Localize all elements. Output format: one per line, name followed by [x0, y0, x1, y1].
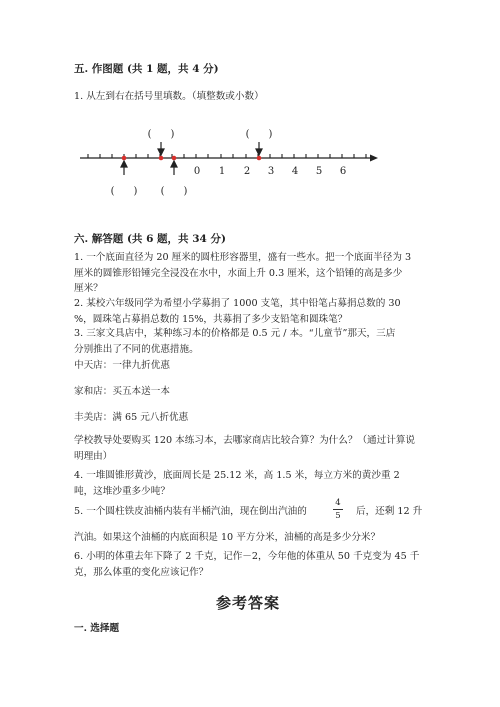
- question-2: [74, 296, 434, 327]
- question-1-line: 厘米的圆锥形铅锤完全浸没在水中，水面上升 0.3 厘米，这个铅锤的高是多少: [74, 267, 403, 279]
- question-3-line: 3. 三家文具店中，某种练习本的价格都是 0.5 元 / 本。“儿童节”那天，三店: [74, 328, 396, 339]
- fraction-four-fifths: [333, 498, 343, 521]
- question-6-line: 克，那么体重的变化应该记作？: [74, 566, 209, 578]
- store-zhongtian: 中天店：一律九折优惠: [74, 360, 170, 371]
- fraction-numerator: 4: [335, 498, 341, 508]
- point-marker-2: [159, 156, 164, 161]
- answer-bracket-top-1: ( ): [147, 129, 175, 140]
- answer-bracket-bottom-1: ( ): [110, 186, 138, 197]
- question-3-prompt: [74, 433, 444, 464]
- store-fengmei: 丰美店：满 65 元八折优惠: [74, 412, 189, 423]
- question-3-prompt-line: 明理由）: [74, 450, 113, 462]
- question-5-line2: 汽油。如果这个油桶的内底面积是 10 平方分米，油桶的高是多少分米？: [74, 532, 381, 543]
- question-2-line: 2. 某校六年级同学为希望小学募捐了 1000 支笔，其中铅笔占募捐总数的 30: [74, 298, 401, 309]
- up-arrowhead-icon: [121, 161, 127, 167]
- tick-label-4: 4: [291, 166, 299, 177]
- fraction-denominator: 5: [335, 511, 341, 521]
- point-marker-3: [172, 156, 177, 161]
- section5-heading: 五. 作图题 (共 1 题，共 4 分): [74, 63, 219, 75]
- answer-bracket-bottom-2: ( ): [160, 186, 188, 197]
- up-arrowhead-icon: [171, 161, 177, 167]
- down-arrowhead-icon: [256, 149, 262, 155]
- question-6: [74, 549, 444, 580]
- question-1-line: 1. 一个底面直径为 20 厘米的圆柱形容器里，盛有一些水。把一个底面半径为 3: [74, 252, 412, 263]
- question-4-line: 4. 一堆圆锥形黄沙，底面周长是 25.12 米，高 1.5 米，每立方米的黄沙重 2: [74, 470, 400, 481]
- tick-label-1: 1: [218, 166, 226, 177]
- point-marker-1: [122, 156, 127, 161]
- tick-label-5: 5: [315, 166, 323, 177]
- tick-label-0: 0: [193, 166, 201, 177]
- answer-bracket-top-2: ( ): [245, 129, 273, 140]
- point-marker-4: [257, 156, 262, 161]
- number-line-figure: [0, 122, 500, 212]
- down-arrowhead-icon: [158, 149, 164, 155]
- question-5-part2: 后，还剩 12 升: [356, 506, 423, 517]
- tick-label-2: 2: [243, 166, 251, 177]
- answers-title: 参考答案: [216, 594, 281, 612]
- question-3-line: 分别推出了不同的优惠措施。: [74, 343, 199, 355]
- number-line-ticks: [88, 154, 366, 158]
- question-4-line: 吨，这堆沙重多少吨？: [74, 485, 170, 497]
- question-3-prompt-line: 学校教导处要购买 120 本练习本，去哪家商店比较合算？为什么？（通过计算说: [74, 435, 416, 446]
- answers-section-1-heading: 一. 选择题: [74, 623, 120, 634]
- question-2-line: %，圆珠笔占募捐总数的 15%，共募捐了多少支铅笔和圆珠笔？: [74, 313, 348, 325]
- fraction-bar: [333, 509, 343, 510]
- question-4: [74, 468, 434, 499]
- section5-question-1: 1. 从左到右在括号里填数。（填整数或小数）: [74, 91, 264, 102]
- question-3: [74, 326, 434, 357]
- store-jiahe: 家和店：买五本送一本: [74, 386, 170, 397]
- section6-heading: 六. 解答题 (共 6 题，共 34 分): [74, 233, 226, 245]
- question-5-part1: 5. 一个圆柱铁皮油桶内装有半桶汽油，现在倒出汽油的: [74, 506, 307, 517]
- axis-arrow-icon: [370, 155, 378, 162]
- question-1: [74, 250, 434, 297]
- tick-label-6: 6: [339, 166, 347, 177]
- tick-label-3: 3: [267, 166, 275, 177]
- question-1-line: 厘米？: [74, 283, 103, 294]
- question-6-line: 6. 小明的体重去年下降了 2 千克，记作－2，今年他的体重从 50 千克变为 45 千: [74, 551, 420, 562]
